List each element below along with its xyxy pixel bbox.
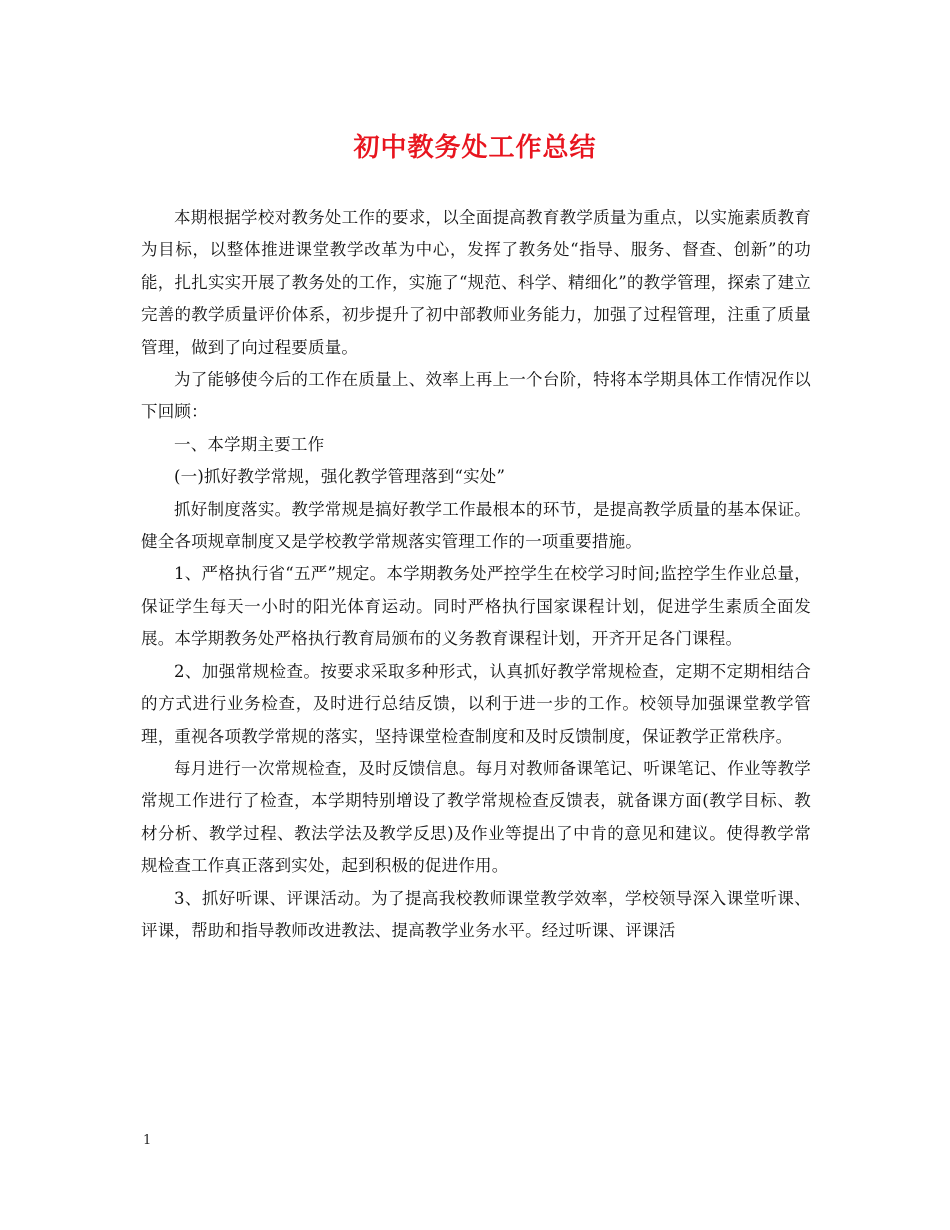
page-number: 1 [143,1133,152,1148]
paragraph-item-1: 1、严格执行省“五严”规定。本学期教务处严控学生在校学习时间;监控学生作业总量，保证学生每天一小时的阳光体育运动。同时严格执行国家课程计划，促进学生素质全面发展。本学期教务处严格执行教育局颁布的义务教育课程计划，开齐开足各门课程。 [141,564,811,649]
paragraph-review-purpose: 为了能够使今后的工作在质量上、效率上再上一个台阶，特将本学期具体工作情况作以下回顾： [141,370,811,422]
paragraph-system-implementation: 抓好制度落实。教学常规是搞好教学工作最根本的环节，是提高教学质量的基本保证。健全各项规章制度又是学校教学常规落实管理工作的一项重要措施。 [141,499,811,552]
paragraph-item-3: 3、抓好听课、评课活动。为了提高我校教师课堂教学效率，学校领导深入课堂听课、评课，帮助和指导教师改进教法、提高教学业务水平。经过听课、评课活 [141,888,811,940]
paragraph-intro: 本期根据学校对教务处工作的要求，以全面提高教育教学质量为重点，以实施素质教育为目标，以整体推进课堂教学改革为中心，发挥了教务处“指导、服务、督查、创新”的功能，扎扎实实开展了教务处的工作，实施了“规范、科学、精细化”的教学管理，探索了建立完善的教学质量评价体系，初步提升了初中部教师业务能力，加强了过程管理，注重了质量管理，做到了向过程要质量。 [141,208,811,357]
paragraph-monthly-check: 每月进行一次常规检查，及时反馈信息。每月对教师备课笔记、听课笔记、作业等教学常规工作进行了检查，本学期特别增设了教学常规检查反馈表，就备课方面(教学目标、教材分析、教学过程、教法学法及教学反思)及作业等提出了中肯的意见和建议。使得教学常规检查工作真正落到实处，起到积极的促进作用。 [141,758,811,876]
section-heading-main-work: 一、本学期主要工作 [174,434,325,454]
paragraph-item-2: 2、加强常规检查。按要求采取多种形式，认真抓好教学常规检查，定期不定期相结合的方式进行业务检查，及时进行总结反馈，以利于进一步的工作。校领导加强课堂教学管理，重视各项教学常规的落实，坚持课堂检查制度和及时反馈制度，保证教学正常秩序。 [141,661,811,746]
document-body [141,202,811,947]
subsection-heading-routine: (一)抓好教学常规，强化教学管理落到“实处” [174,467,506,487]
document-title: 初中教务处工作总结 [353,133,597,163]
